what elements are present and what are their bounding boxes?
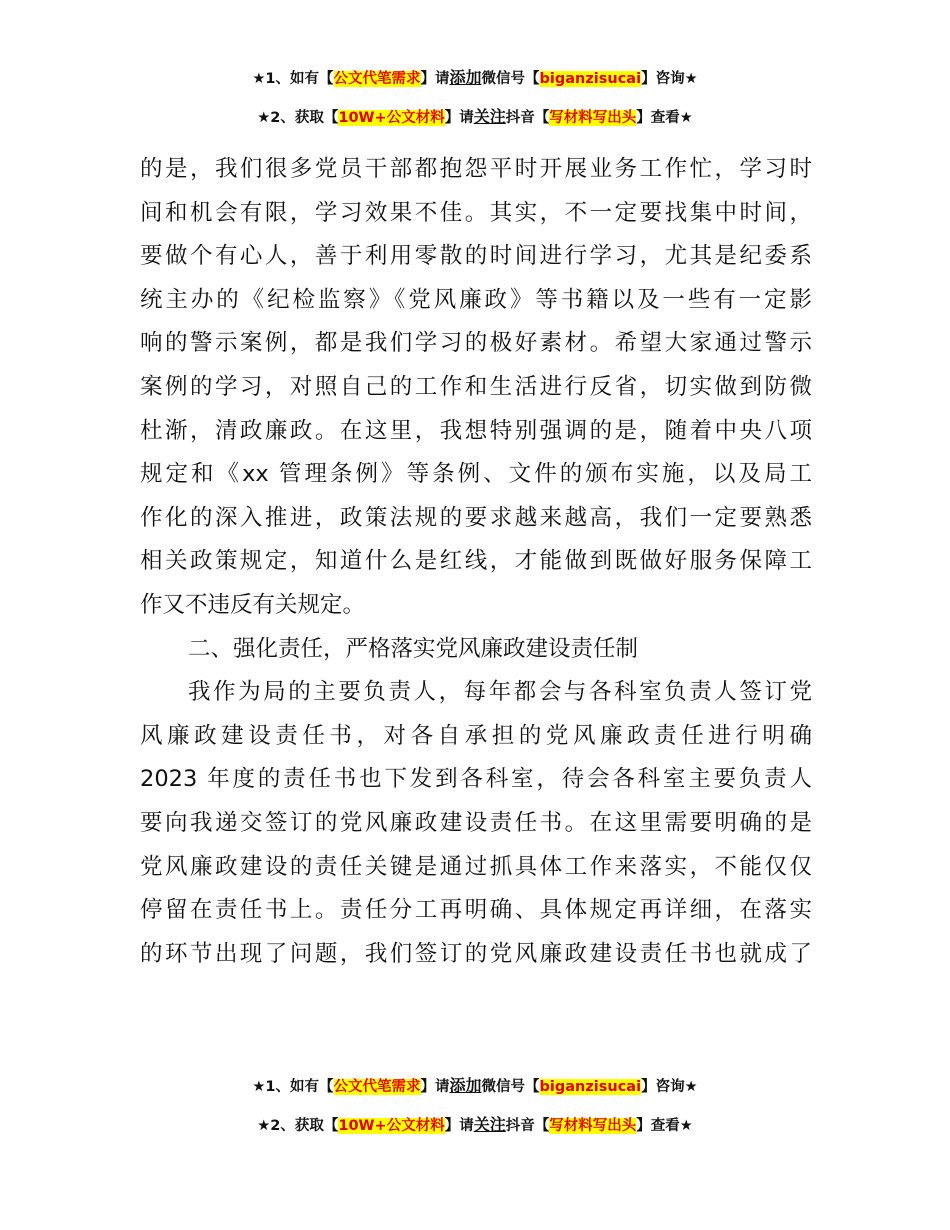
banner-text: 】请: [420, 1079, 450, 1095]
body-line: 作化的深入推进，政策法规的要求越来越高，我们一定要熟悉: [140, 504, 812, 531]
bottom-banner-line-1: [0, 1076, 950, 1097]
banner-wechat-id: biganzisucai: [539, 71, 642, 87]
banner-emphasis: 关注: [473, 107, 506, 126]
body-line: 作又不违反有关规定。: [140, 591, 366, 618]
paragraph-first-line: 我作为局的主要负责人，每年都会与各科室负责人签订党: [188, 679, 812, 706]
banner-text: 】请: [444, 1118, 474, 1134]
banner-text: 抖音【: [505, 110, 550, 126]
body-line: 的是，我们很多党员干部都抱怨平时开展业务工作忙，学习时: [140, 156, 812, 182]
banner-text: 】咨询★: [641, 1079, 698, 1095]
body-line: 要向我递交签订的党风廉政建设责任书。在这里需要明确的是: [140, 809, 812, 836]
body-line: 的环节出现了问题，我们签订的党风廉政建设责任书也就成了: [140, 940, 812, 967]
banner-highlight: 10W+公文材料: [338, 110, 445, 126]
banner-wechat-id: biganzisucai: [539, 1079, 642, 1095]
banner-highlight: 公文代笔需求: [333, 1079, 421, 1095]
banner-emphasis: 添加: [449, 68, 482, 87]
body-line: 党风廉政建设的责任关键是通过抓具体工作来落实，不能仅仅: [140, 853, 812, 880]
document-body: [140, 148, 812, 976]
banner-text: 微信号【: [481, 1079, 540, 1095]
body-line: 停留在责任书上。责任分工再明确、具体规定再详细，在落实: [140, 897, 812, 924]
banner-emphasis: 添加: [449, 1076, 482, 1095]
body-line: 2023 年度的责任书也下发到各科室，待会各科室主要负责人: [140, 766, 812, 793]
banner-highlight: 公文代笔需求: [333, 71, 421, 87]
banner-text: 】咨询★: [641, 71, 698, 87]
banner-text: 】查看★: [636, 1118, 693, 1134]
banner-text: 】请: [420, 71, 450, 87]
banner-text: ★2、获取【: [257, 110, 339, 126]
body-line: 杜渐，清政廉政。在这里，我想特别强调的是，随着中央八项: [140, 417, 812, 444]
body-line: 规定和《xx 管理条例》等条例、文件的颁布实施，以及局工: [140, 461, 812, 488]
banner-text: ★1、如有【: [252, 71, 334, 87]
body-line: 风廉政建设责任书，对各自承担的党风廉政责任进行明确: [140, 722, 812, 749]
banner-highlight: 写材料写出头: [549, 1118, 637, 1134]
body-line: 案例的学习，对照自己的工作和生活进行反省，切实做到防微: [140, 373, 812, 400]
top-banner-line-1: [0, 68, 950, 89]
body-line: 要做个有心人，善于利用零散的时间进行学习，尤其是纪委系: [140, 243, 812, 270]
banner-text: 】请: [444, 110, 474, 126]
body-line: 统主办的《纪检监察》《党风廉政》等书籍以及一些有一定影: [140, 286, 812, 313]
banner-text: ★2、获取【: [257, 1118, 339, 1134]
banner-emphasis: 关注: [473, 1115, 506, 1134]
banner-highlight: 写材料写出头: [549, 110, 637, 126]
banner-text: 微信号【: [481, 71, 540, 87]
banner-text: ★1、如有【: [252, 1079, 334, 1095]
body-line: 响的警示案例，都是我们学习的极好素材。希望大家通过警示: [140, 330, 812, 357]
banner-text: 抖音【: [505, 1118, 550, 1134]
banner-text: 】查看★: [636, 110, 693, 126]
body-line: 相关政策规定，知道什么是红线，才能做到既做好服务保障工: [140, 548, 812, 575]
bottom-banner-line-2: [0, 1115, 950, 1136]
section-heading: 二、强化责任，严格落实党风廉政建设责任制: [188, 635, 639, 662]
body-line: 间和机会有限，学习效果不佳。其实，不一定要找集中时间，: [140, 199, 812, 226]
top-banner-line-2: [0, 107, 950, 128]
banner-highlight: 10W+公文材料: [338, 1118, 445, 1134]
